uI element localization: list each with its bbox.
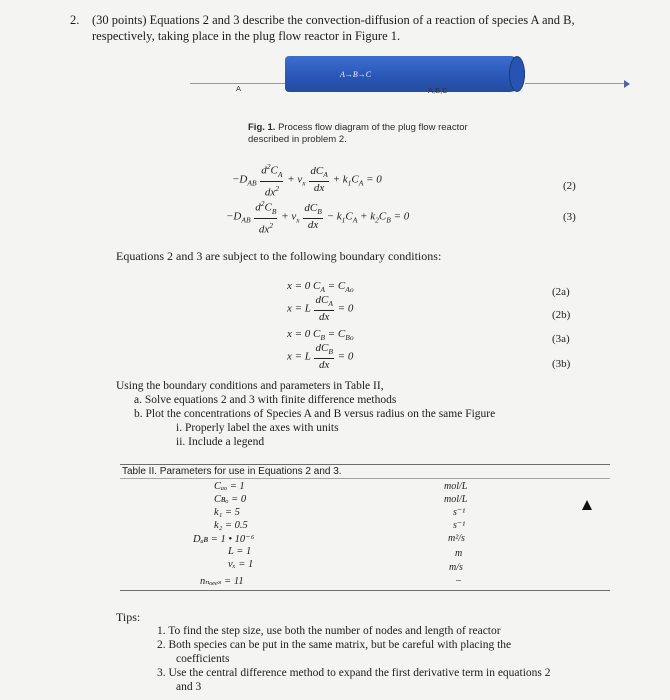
bc-3a-number: (3a) bbox=[552, 333, 570, 345]
table-param: k₂ = 0.5 bbox=[214, 520, 248, 531]
tip-item: 1. To find the step size, use both the number of nodes and length of reactor bbox=[157, 625, 501, 637]
table-unit: m²/s bbox=[448, 533, 465, 544]
table-param: Dₐʙ = 1 • 10⁻⁶ bbox=[193, 534, 255, 545]
mouse-cursor-icon bbox=[582, 500, 592, 510]
table-param: L = 1 bbox=[228, 546, 252, 557]
table-title: Table II. Parameters for use in Equations 2 and 3. bbox=[122, 466, 342, 477]
table-unit: s⁻¹ bbox=[453, 520, 466, 531]
figure-caption bbox=[248, 122, 478, 146]
equation-3-number: (3) bbox=[563, 211, 576, 223]
table-param: k₁ = 5 bbox=[214, 507, 240, 518]
instruction-b-ii: ii. Include a legend bbox=[176, 436, 265, 448]
instruction-b: b. Plot the concentrations of Species A and B versus radius on the same Figure bbox=[134, 408, 496, 420]
inlet-label: A bbox=[236, 84, 242, 93]
table-bottom-rule bbox=[120, 590, 610, 591]
equation-3: $-D_{AB}$ $\frac{d^2C_B}{dx^2}$ + $v_x$ $\frac{dC_B}{dx}$ − $k_1C_A + k_2C_B = 0$ bbox=[226, 199, 410, 236]
tip-item: 2. Both species can be put in the same matrix, but be careful with placing the bbox=[157, 639, 512, 651]
table-unit: mol/L bbox=[444, 481, 468, 492]
tip-item: and 3 bbox=[176, 681, 202, 693]
outlet-label: A,B,C bbox=[428, 86, 448, 95]
caption-bold: Fig. 1. bbox=[248, 122, 276, 133]
boundary-intro: Equations 2 and 3 are subject to the following boundary conditions: bbox=[116, 249, 442, 263]
outlet-arrow-head-icon bbox=[624, 80, 630, 88]
bc-2a: x = 0 $C_A = C_{Ao}$ bbox=[287, 280, 354, 295]
table-unit: s⁻¹ bbox=[453, 507, 466, 518]
table-top-rule bbox=[120, 464, 610, 465]
reaction-label: A→B→C bbox=[340, 70, 372, 79]
bc-2b-number: (2b) bbox=[552, 309, 571, 321]
problem-statement bbox=[70, 12, 612, 44]
equation-2-number: (2) bbox=[563, 180, 576, 192]
bc-2b: x = L $\frac{dC_A}{dx}$ = 0 bbox=[287, 294, 354, 324]
table-header-rule bbox=[120, 478, 610, 479]
bc-3a: x = 0 $C_B = C_{Bo}$ bbox=[287, 328, 354, 343]
reactor-tube bbox=[285, 56, 525, 92]
instructions-intro: Using the boundary conditions and parameters in Table II, bbox=[116, 380, 384, 392]
table-param: vₓ = 1 bbox=[228, 559, 254, 570]
problem-text: (30 points) Equations 2 and 3 describe the convection-diffusion of a reaction of species A and B, respectively, taking place in the plug flow reactor in Figure 1. bbox=[92, 13, 575, 43]
table-param: Cʙₒ = 0 bbox=[214, 494, 247, 505]
reactor-figure bbox=[190, 54, 510, 98]
equation-2: $-D_{AB}$ $\frac{d^2C_A}{dx^2}$ + $v_x$ $\frac{dC_A}{dx}$ + $k_1C_A = 0$ bbox=[232, 162, 382, 199]
tips-heading: Tips: bbox=[116, 610, 141, 624]
table-param: nₙₒₑₑₛ = 11 bbox=[200, 576, 244, 587]
table-unit: mol/L bbox=[444, 494, 468, 505]
tip-item: 3. Use the central difference method to expand the first derivative term in equations 2 bbox=[157, 667, 551, 679]
caption-text: Process flow diagram of the plug flow reactor described in problem 2. bbox=[248, 122, 468, 145]
bc-3b: x = L $\frac{dC_B}{dx}$ = 0 bbox=[287, 342, 354, 372]
bc-2a-number: (2a) bbox=[552, 286, 570, 298]
instruction-a: a. Solve equations 2 and 3 with finite difference methods bbox=[134, 394, 397, 406]
tip-item: coefficients bbox=[176, 653, 230, 665]
reaction-scheme bbox=[340, 70, 371, 79]
table-unit: m bbox=[455, 548, 463, 559]
problem-number: 2. bbox=[70, 13, 80, 27]
bc-3b-number: (3b) bbox=[552, 358, 571, 370]
outlet-arrow-line bbox=[525, 83, 625, 84]
table-unit: – bbox=[456, 575, 461, 586]
instruction-b-i: i. Properly label the axes with units bbox=[176, 422, 339, 434]
table-param: Cₐₒ = 1 bbox=[214, 481, 245, 492]
table-unit: m/s bbox=[449, 562, 463, 573]
reactor-tube-cap bbox=[509, 56, 525, 92]
